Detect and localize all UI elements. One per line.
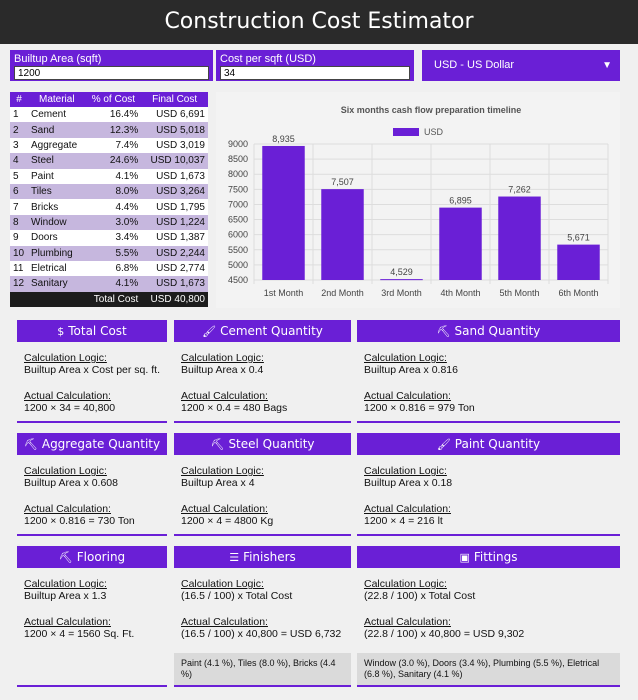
sliders-icon: ☰ <box>229 551 240 564</box>
actual-calc-label: Actual Calculation: <box>181 503 268 515</box>
table-cell: 4.1% <box>86 169 142 184</box>
card-body <box>357 342 620 414</box>
table-header: % of Cost <box>86 92 142 107</box>
builtup-area-box <box>10 50 213 81</box>
y-tick-label: 9000 <box>227 139 248 149</box>
card-title: Sand Quantity <box>454 324 541 338</box>
calc-logic-value: Builtup Area x Cost per sq. ft. <box>24 364 160 376</box>
builtup-area-input[interactable] <box>14 66 209 80</box>
total-label: Total Cost <box>86 292 142 307</box>
x-tick-label: 6th Month <box>558 288 599 298</box>
card-header <box>174 320 351 342</box>
table-cell: 5 <box>10 169 28 184</box>
currency-select[interactable] <box>422 50 620 81</box>
materials-table <box>10 92 208 307</box>
paint-roller-icon: 🖌 <box>436 438 451 451</box>
table-header: Material <box>28 92 86 107</box>
table-cell: Sand <box>28 122 86 137</box>
y-tick-label: 7500 <box>227 184 248 195</box>
card-fittings <box>357 546 620 687</box>
table-row <box>10 169 208 184</box>
card-finishers <box>174 546 351 687</box>
builtup-area-label: Builtup Area (sqft) <box>14 53 102 65</box>
actual-calc-label: Actual Calculation: <box>364 390 451 402</box>
y-tick-label: 8000 <box>227 169 248 180</box>
table-cell: Paint <box>28 169 86 184</box>
digging-icon: ⛏ <box>58 551 73 564</box>
card-header <box>17 433 167 455</box>
actual-calc-label: Actual Calculation: <box>24 390 111 402</box>
card-body <box>17 455 167 527</box>
table-row <box>10 261 208 276</box>
table-cell: USD 6,691 <box>141 107 208 122</box>
actual-calc-value: 1200 × 4 = 216 lt <box>364 515 443 527</box>
actual-calc-value: 1200 × 0.816 = 979 Ton <box>364 402 475 414</box>
card-total-cost <box>17 320 167 423</box>
toolbox-icon: ▣ <box>459 551 470 564</box>
table-cell: 11 <box>10 261 28 276</box>
digging-icon: ⛏ <box>23 438 38 451</box>
table-cell: 16.4% <box>86 107 142 122</box>
card-steel-quantity <box>174 433 351 536</box>
table-cell: USD 1,224 <box>141 215 208 230</box>
legend-label: USD <box>424 127 444 137</box>
bar <box>262 146 304 280</box>
table-cell: 3.4% <box>86 230 142 245</box>
trowel-icon: 🖌 <box>202 325 217 338</box>
table-cell: 10 <box>10 246 28 261</box>
table-cell: USD 2,244 <box>141 246 208 261</box>
table-cell: USD 1,387 <box>141 230 208 245</box>
table-cell: USD 1,673 <box>141 169 208 184</box>
table-cell: 7 <box>10 199 28 214</box>
table-cell: Plumbing <box>28 246 86 261</box>
chart-svg <box>216 92 620 308</box>
legend-swatch <box>393 128 419 136</box>
table-cell: 3.0% <box>86 215 142 230</box>
bar <box>380 279 422 280</box>
table-cell: Doors <box>28 230 86 245</box>
bar-value-label: 7,262 <box>508 184 531 195</box>
table-cell: 2 <box>10 122 28 137</box>
table-cell: USD 1,673 <box>141 276 208 291</box>
calc-logic-value: Builtup Area x 0.608 <box>24 477 118 489</box>
card-header <box>357 433 620 455</box>
table-cell: Sanitary <box>28 276 86 291</box>
actual-calc-value: (16.5 / 100) x 40,800 = USD 6,732 <box>181 628 342 640</box>
table-cell: 5.5% <box>86 246 142 261</box>
table-cell: 24.6% <box>86 153 142 168</box>
calc-logic-value: (16.5 / 100) x Total Cost <box>181 590 293 602</box>
table-row <box>10 199 208 214</box>
cost-per-sqft-box <box>216 50 414 81</box>
table-cell: 8 <box>10 215 28 230</box>
table-cell: USD 1,795 <box>141 199 208 214</box>
calc-logic-label: Calculation Logic: <box>364 465 447 477</box>
calc-logic-value: Builtup Area x 4 <box>181 477 255 489</box>
calc-logic-label: Calculation Logic: <box>24 578 107 590</box>
total-row <box>10 292 208 307</box>
table-cell: 7.4% <box>86 138 142 153</box>
calc-logic-value: Builtup Area x 0.4 <box>181 364 264 376</box>
card-title: Cement Quantity <box>220 324 323 338</box>
table-cell: 4.1% <box>86 276 142 291</box>
bar-value-label: 8,935 <box>272 133 295 144</box>
table-cell: Aggregate <box>28 138 86 153</box>
table-cell: Eletrical <box>28 261 86 276</box>
actual-calc-label: Actual Calculation: <box>364 503 451 515</box>
actual-calc-label: Actual Calculation: <box>24 503 111 515</box>
x-tick-label: 2nd Month <box>321 288 364 298</box>
card-body <box>17 342 167 414</box>
y-tick-label: 7000 <box>227 199 248 210</box>
card-title: Aggregate Quantity <box>41 437 161 451</box>
calc-logic-label: Calculation Logic: <box>181 465 264 477</box>
card-aggregate-quantity <box>17 433 167 536</box>
table-cell: USD 10,037 <box>141 153 208 168</box>
card-body <box>17 568 167 640</box>
y-tick-label: 5500 <box>227 244 248 255</box>
card-body <box>174 342 351 414</box>
calc-logic-value: (22.8 / 100) x Total Cost <box>364 590 476 602</box>
table-header: Final Cost <box>141 92 208 107</box>
card-title: Flooring <box>76 550 126 564</box>
table-row <box>10 184 208 199</box>
table-row <box>10 276 208 291</box>
table-row <box>10 215 208 230</box>
card-title: Steel Quantity <box>228 437 315 451</box>
card-body <box>357 455 620 527</box>
actual-calc-value: (22.8 / 100) x 40,800 = USD 9,302 <box>364 628 525 640</box>
bar-value-label: 7,507 <box>331 177 354 188</box>
digging-icon: ⛏ <box>210 438 225 451</box>
bar-value-label: 4,529 <box>390 267 413 278</box>
card-title: Total Cost <box>68 324 127 338</box>
calc-logic-label: Calculation Logic: <box>181 352 264 364</box>
chevron-down-icon: ▼ <box>602 60 612 71</box>
card-header <box>17 546 167 568</box>
x-tick-label: 5th Month <box>499 288 540 298</box>
calc-logic-value: Builtup Area x 1.3 <box>24 590 107 602</box>
dollar-icon: $ <box>57 325 65 338</box>
actual-calc-label: Actual Calculation: <box>181 390 268 402</box>
bar <box>321 189 363 280</box>
bar-value-label: 5,671 <box>567 232 590 243</box>
cash-flow-chart <box>216 92 620 308</box>
table-row <box>10 230 208 245</box>
x-tick-label: 1st Month <box>263 288 304 298</box>
table-header: # <box>10 92 28 107</box>
table-cell: USD 3,264 <box>141 184 208 199</box>
card-body <box>357 568 620 640</box>
card-paint-quantity <box>357 433 620 536</box>
actual-calc-label: Actual Calculation: <box>24 616 111 628</box>
table-row <box>10 153 208 168</box>
card-body <box>174 455 351 527</box>
table-row <box>10 122 208 137</box>
card-note: Paint (4.1 %), Tiles (8.0 %), Bricks (4.4 %) <box>174 653 351 685</box>
y-tick-label: 5000 <box>227 259 248 270</box>
bar <box>439 208 481 280</box>
digging-icon: ⛏ <box>436 325 451 338</box>
table-cell: 12 <box>10 276 28 291</box>
x-tick-label: 3rd Month <box>381 288 422 298</box>
table-cell: USD 5,018 <box>141 122 208 137</box>
total-spacer <box>10 292 86 307</box>
table-cell: 6.8% <box>86 261 142 276</box>
table-cell: 4.4% <box>86 199 142 214</box>
table-row <box>10 138 208 153</box>
card-header <box>174 433 351 455</box>
table-cell: USD 2,774 <box>141 261 208 276</box>
table-row <box>10 246 208 261</box>
table-cell: 1 <box>10 107 28 122</box>
table-cell: 8.0% <box>86 184 142 199</box>
page-title: Construction Cost Estimator <box>0 0 638 44</box>
x-tick-label: 4th Month <box>440 288 481 298</box>
table-cell: Steel <box>28 153 86 168</box>
actual-calc-value: 1200 × 0.816 = 730 Ton <box>24 515 135 527</box>
card-header <box>357 320 620 342</box>
table-cell: Bricks <box>28 199 86 214</box>
actual-calc-value: 1200 × 0.4 = 480 Bags <box>181 402 288 414</box>
actual-calc-value: 1200 × 4 = 4800 Kg <box>181 515 274 527</box>
currency-select-value: USD - US Dollar <box>434 59 515 71</box>
cost-per-sqft-input[interactable] <box>220 66 410 80</box>
bar-value-label: 6,895 <box>449 195 472 206</box>
card-body <box>174 568 351 640</box>
bar <box>498 197 540 280</box>
card-header <box>357 546 620 568</box>
table-cell: USD 3,019 <box>141 138 208 153</box>
bar <box>557 245 599 280</box>
calc-logic-label: Calculation Logic: <box>364 578 447 590</box>
card-title: Paint Quantity <box>454 437 541 451</box>
calc-logic-label: Calculation Logic: <box>24 465 107 477</box>
calc-logic-label: Calculation Logic: <box>181 578 264 590</box>
table-cell: Cement <box>28 107 86 122</box>
table-cell: Tiles <box>28 184 86 199</box>
y-tick-label: 8500 <box>227 154 248 165</box>
table-cell: 9 <box>10 230 28 245</box>
card-cement-quantity <box>174 320 351 423</box>
actual-calc-label: Actual Calculation: <box>181 616 268 628</box>
table-cell: 3 <box>10 138 28 153</box>
cost-per-sqft-label: Cost per sqft (USD) <box>220 53 316 65</box>
table-cell: 6 <box>10 184 28 199</box>
card-note: Window (3.0 %), Doors (3.4 %), Plumbing (5.5 %), Eletrical (6.8 %), Sanitary (4.1 %) <box>357 653 620 685</box>
actual-calc-label: Actual Calculation: <box>364 616 451 628</box>
calc-logic-label: Calculation Logic: <box>364 352 447 364</box>
actual-calc-value: 1200 × 4 = 1560 Sq. Ft. <box>24 628 135 640</box>
chart-title: Six months cash flow preparation timeline <box>340 105 522 115</box>
card-title: Finishers <box>243 550 296 564</box>
total-value: USD 40,800 <box>141 292 208 307</box>
y-tick-label: 4500 <box>227 275 248 285</box>
table-cell: Window <box>28 215 86 230</box>
card-title: Fittings <box>473 550 518 564</box>
actual-calc-value: 1200 × 34 = 40,800 <box>24 402 116 414</box>
calc-logic-label: Calculation Logic: <box>24 352 107 364</box>
calc-logic-value: Builtup Area x 0.816 <box>364 364 458 376</box>
card-sand-quantity <box>357 320 620 423</box>
table-cell: 12.3% <box>86 122 142 137</box>
table-row <box>10 107 208 122</box>
y-tick-label: 6000 <box>227 229 248 240</box>
card-header <box>174 546 351 568</box>
calc-logic-value: Builtup Area x 0.18 <box>364 477 453 489</box>
table-cell: 4 <box>10 153 28 168</box>
y-tick-label: 6500 <box>227 214 248 225</box>
card-header <box>17 320 167 342</box>
card-flooring <box>17 546 167 687</box>
